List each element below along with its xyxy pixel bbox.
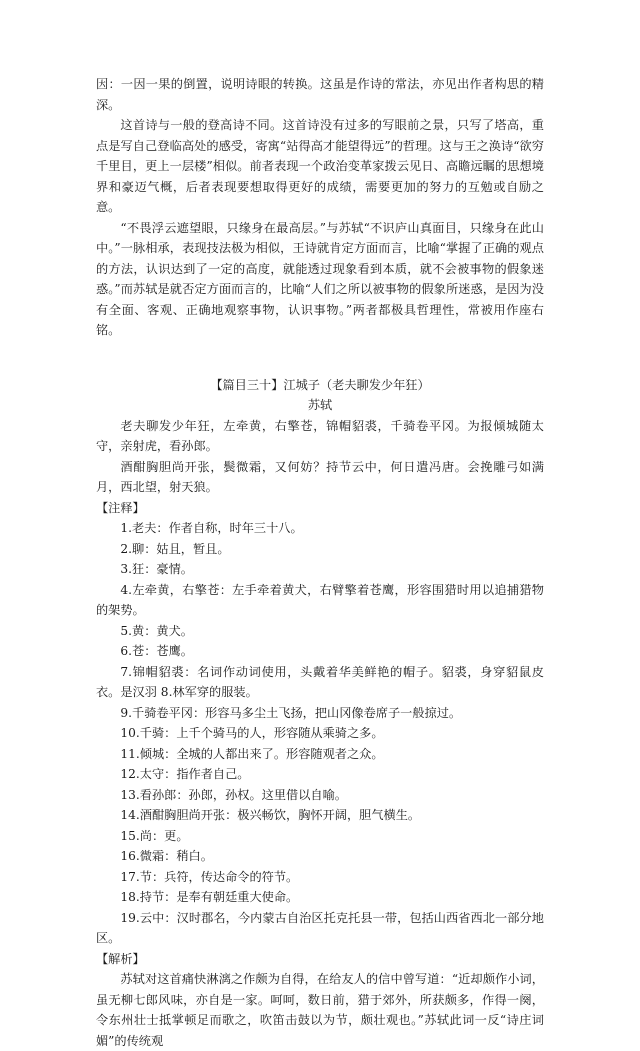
note-item: 7.锦帽貂裘：名词作动词使用，头戴着华美鲜艳的帽子。貂裘，身穿貂鼠皮衣。是汉羽 8.林军穿的服装。 — [96, 664, 544, 699]
note-item: 15.尚：更。 — [120, 828, 189, 843]
poem-line-2: 酒酣胸胆尚开张，鬓微霜，又何妨？持节云中，何日遣冯唐。会挽雕弓如满月，西北望，射天狼。 — [96, 459, 544, 494]
note-item: 9.千骑卷平冈：形容马多尘土飞扬，把山冈像卷席子一般掠过。 — [120, 705, 462, 720]
section-gap — [96, 341, 544, 375]
note-item: 4.左牵黄，右擎苍：左手牵着黄犬，右臂擎着苍鹰，形容围猎时用以追捕猎物的架势。 — [96, 582, 544, 617]
notes-heading: 【注释】 — [96, 500, 145, 515]
note-item: 10.千骑：上千个骑马的人，形容随从乘骑之多。 — [120, 726, 384, 740]
poem-author: 苏轼 — [307, 398, 333, 412]
note-item: 16.微霜：稍白。 — [120, 849, 213, 863]
note-item: 1.老夫：作者自称，时年三十八。 — [120, 521, 303, 535]
note-item: 5.黄：黄犬。 — [120, 623, 193, 638]
analysis-heading: 【解析】 — [96, 951, 145, 966]
analysis-paragraph: 苏轼对这首痛快淋漓之作颇为自得，在给友人的信中曾写道：“近却颇作小词，虽无柳七郎风味，亦自是一家。呵呵，数日前，猎于郊外，所获颇多，作得一阕，令东州壮士抵掌顿足而歌之，吹笛击鼓以为节，颇壮观也。”苏轼此词一反“诗庄词媚”的传统观 — [96, 972, 544, 1048]
intro-paragraph-2: 这首诗与一般的登高诗不同。这首诗没有过多的写眼前之景，只写了塔高，重点是写自己登临高处的感受，寄寓“站得高才能望得远”的哲理。这与王之涣诗“欲穷千里目，更上一层楼”相似。前者表现一个政治变革家拨云见日、高瞻远瞩的思想境界和豪迈气概，后者表现要想取得更好的成绩，需要更加的努力的互勉或自励之意。 — [96, 118, 544, 214]
note-item: 13.看孙郎：孙郎，孙权。这里借以自喻。 — [120, 787, 347, 802]
note-item: 19.云中：汉时郡名，今内蒙古自治区托克托县一带，包括山西省西北一部分地区。 — [96, 910, 544, 945]
note-item: 18.持节：是奉有朝廷重大使命。 — [120, 890, 299, 904]
poem-title: 【篇目三十】江城子（老夫聊发少年狂） — [210, 377, 430, 392]
note-item: 6.苍：苍鹰。 — [120, 644, 193, 658]
note-item: 11.倾城：全城的人都出来了。形容随观者之众。 — [120, 746, 384, 761]
poem-line-1: 老夫聊发少年狂，左牵黄，右擎苍，锦帽貂裘，千骑卷平冈。为报倾城随太守，亲射虎，看孙郎。 — [96, 418, 544, 453]
intro-paragraph-1: 因：一因一果的倒置，说明诗眼的转换。这虽是作诗的常法，亦见出作者构思的精深。 — [96, 77, 544, 112]
note-item: 2.聊：姑且，暂且。 — [120, 541, 230, 556]
notes-list — [96, 518, 544, 949]
document-page — [96, 74, 544, 1051]
intro-paragraph-3: “不畏浮云遮望眼，只缘身在最高层。”与苏轼“不识庐山真面目，只缘身在此山中。”一脉相承，表现技法极为相似，王诗就肯定方面而言，比喻“掌握了正确的观点的方法，认识达到了一定的高度，就能透过现象看到本质，就不会被事物的假象迷惑。”而苏轼是就否定方面而言的，比喻“人们之所以被事物的假象所迷惑，是因为没有全面、客观、正确地观察事物，认识事物。”两者都极具哲理性，常被用作座右铭。 — [96, 220, 544, 337]
note-item: 14.酒酣胸胆尚开张：极兴畅饮，胸怀开阔，胆气横生。 — [120, 808, 421, 822]
note-item: 12.太守：指作者自己。 — [120, 767, 250, 781]
note-item: 3.狂：豪情。 — [120, 562, 193, 576]
note-item: 17.节：兵符，传达命令的符节。 — [120, 869, 299, 884]
